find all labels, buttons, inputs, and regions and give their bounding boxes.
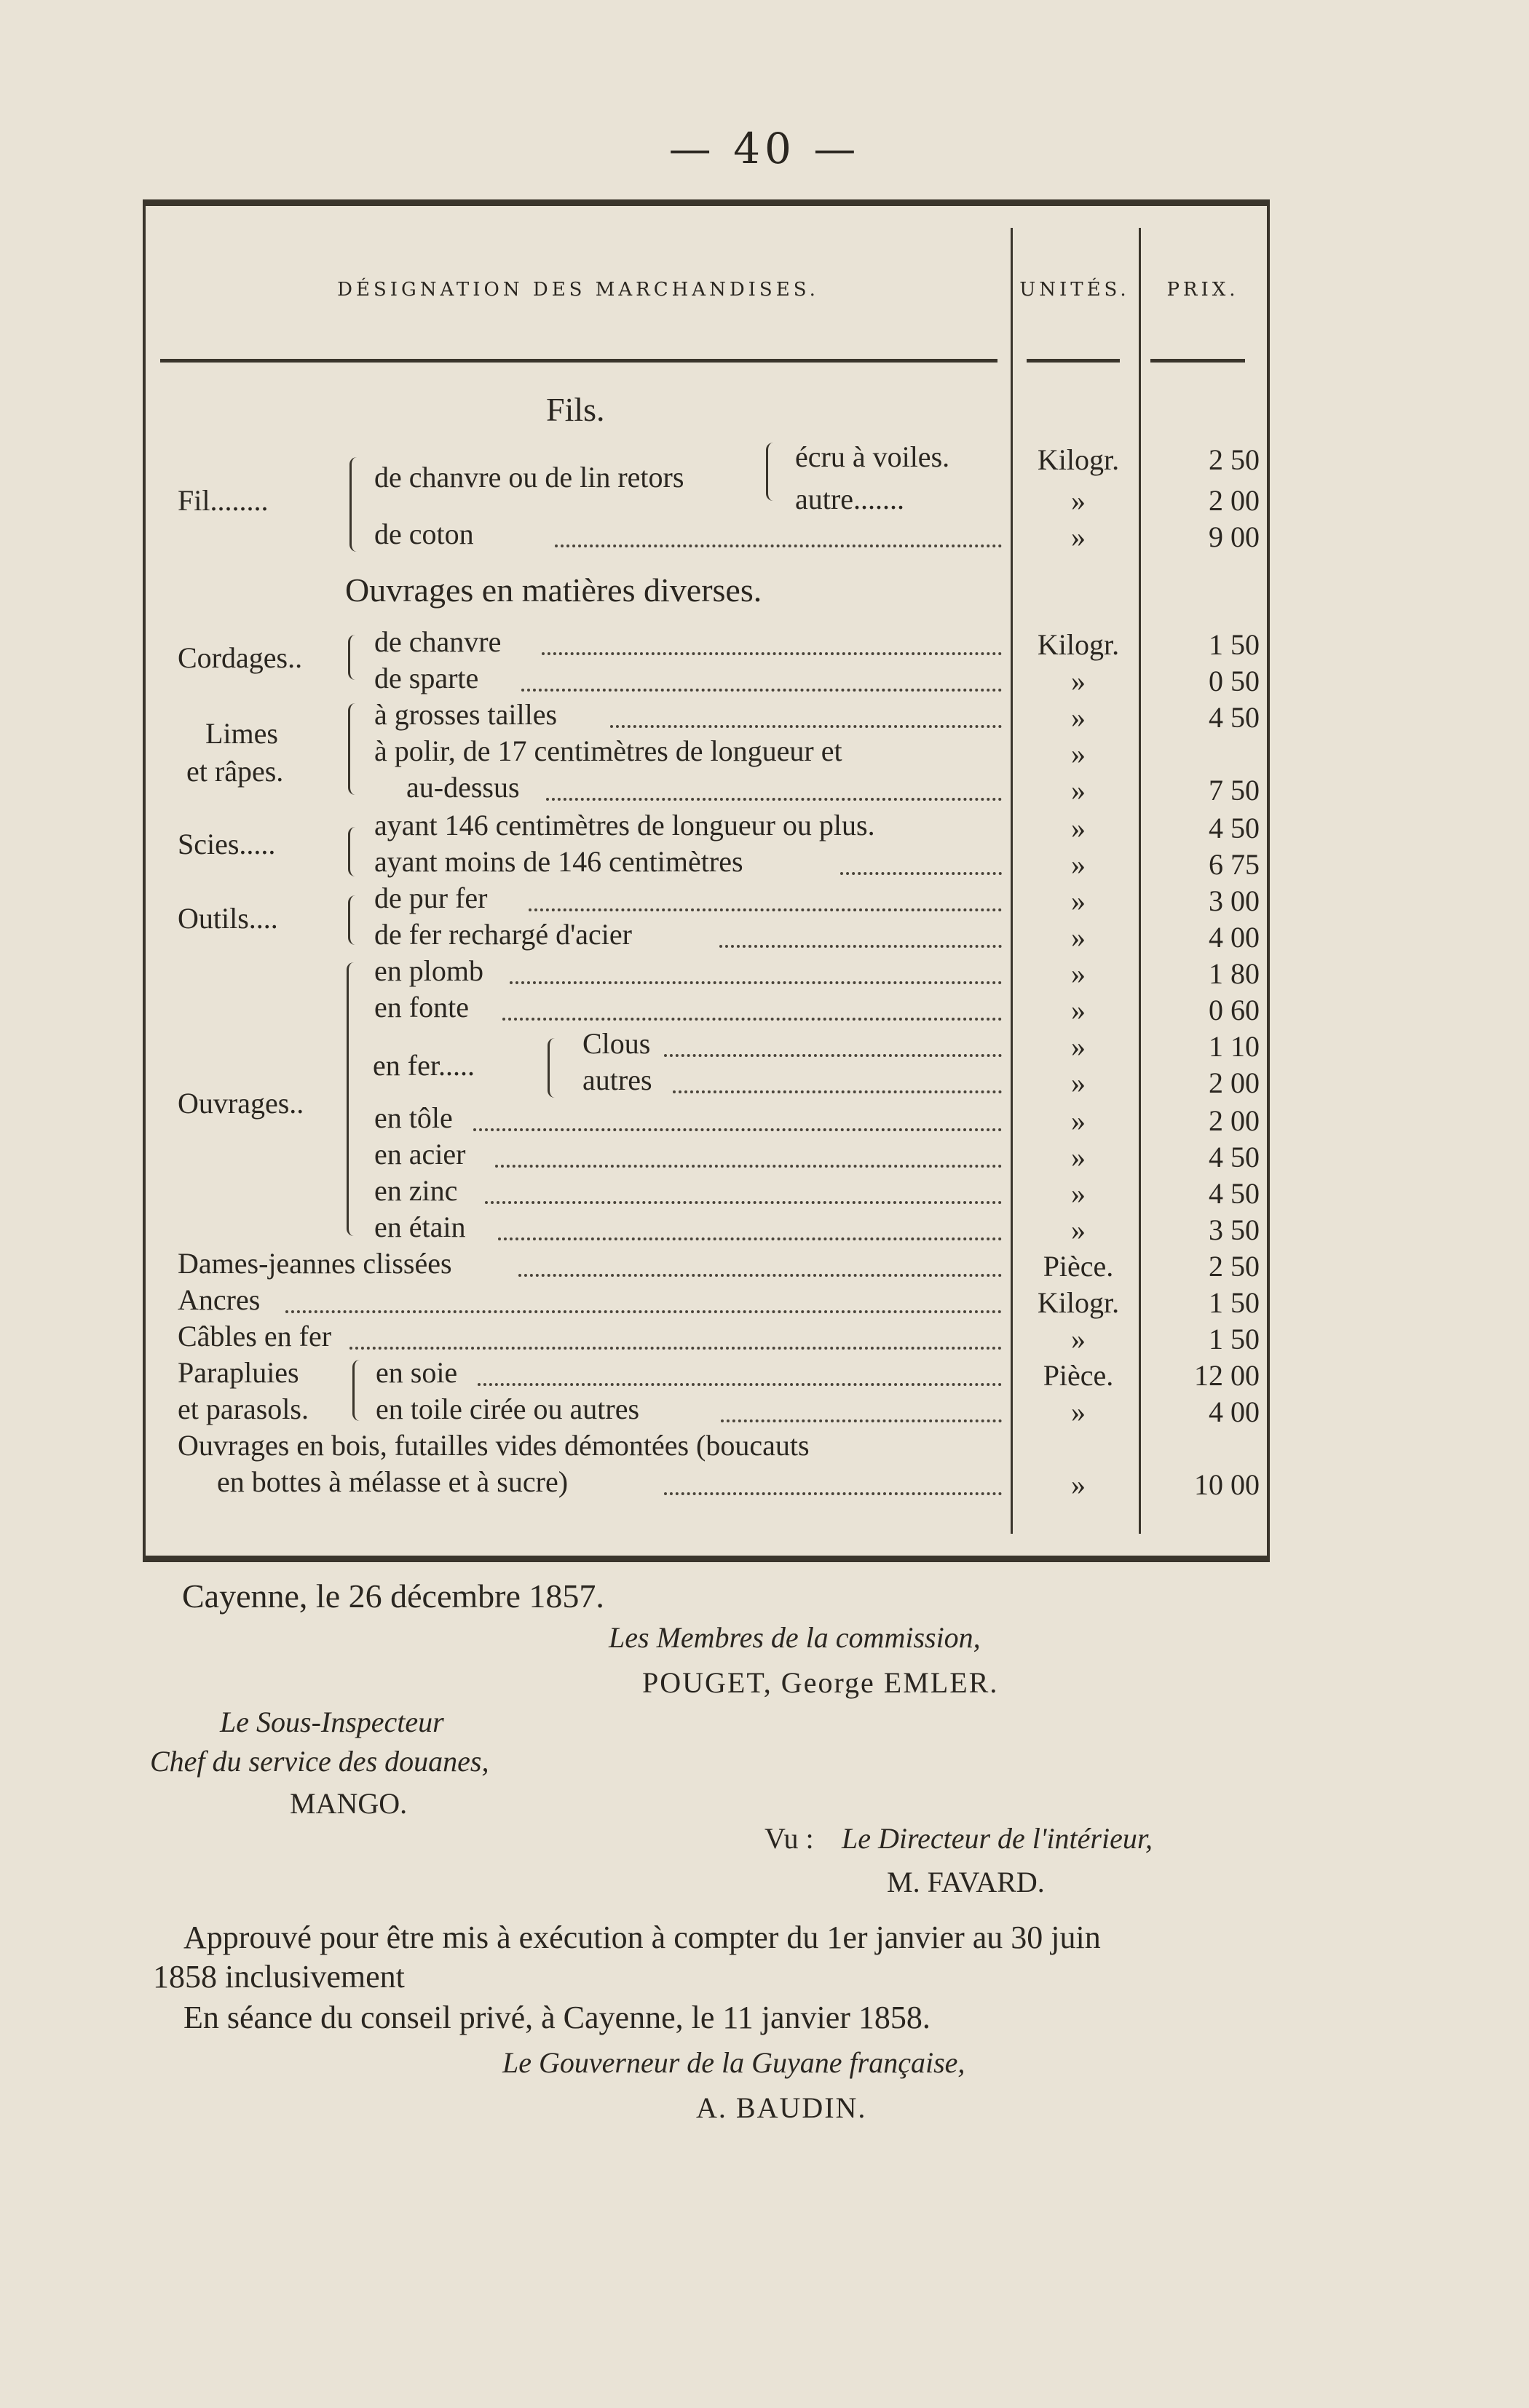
row-price: 1 10 [1209,1030,1260,1063]
row-label: ayant moins de 146 centimètres [374,845,743,878]
row-unit: » [1071,1141,1086,1173]
row-sublabel: autre....... [795,483,904,515]
commission-title: Les Membres de la commission, [609,1621,981,1654]
row-price: 3 00 [1209,884,1260,917]
row-unit: » [1071,1104,1086,1137]
approval-line-1: Approuvé pour être mis à exécution à compter du 1er janvier au 30 juin [183,1920,1101,1955]
inspector-title-2: Chef du service des douanes, [150,1745,489,1778]
group-label-en-fer: en fer..... [373,1049,475,1082]
row-unit: » [1071,884,1086,917]
commission-names: POUGET, George EMLER. [642,1666,999,1699]
dot-leader [510,981,1002,984]
row-price: 1 80 [1209,957,1260,990]
row-label: autres [582,1064,652,1096]
row-label: à polir, de 17 centimètres de longueur et [374,734,842,767]
inspector-name: MANGO. [290,1787,408,1820]
page-number: — 40 — [668,124,861,173]
header-rule [160,359,997,363]
row-price: 2 50 [1209,443,1260,476]
row-label: en fonte [374,991,469,1023]
row-unit: » [1071,1213,1086,1246]
brace-limes [348,703,359,795]
row-price: 12 00 [1194,1359,1260,1392]
row-price: 0 50 [1209,665,1260,697]
row-label: Clous [582,1027,651,1060]
row-price: 2 00 [1209,484,1260,517]
group-label-outils: Outils.... [178,902,278,935]
group-label-fil: Fil........ [178,484,269,517]
row-price: 9 00 [1209,520,1260,553]
place-date: Cayenne, le 26 décembre 1857. [182,1577,604,1615]
council-line: En séance du conseil privé, à Cayenne, le 11 janvier 1858. [183,2000,931,2035]
row-label: de chanvre ou de lin retors [374,461,684,494]
row-price: 4 00 [1209,1395,1260,1428]
director-title: Le Directeur de l'intérieur, [842,1822,1153,1855]
group-label-limes: Limes [205,717,278,750]
row-label: en zinc [374,1174,458,1207]
dot-leader [721,1419,1002,1422]
dot-leader [555,544,1002,547]
dot-leader [485,1201,1002,1204]
row-price: 10 00 [1194,1468,1260,1501]
row-label: en soie [376,1356,458,1389]
row-label: Ouvrages en bois, futailles vides démontées (boucauts [178,1429,810,1462]
row-unit: » [1071,848,1086,881]
row-label: en acier [374,1138,466,1171]
brace-fil [349,457,360,552]
row-price: 6 75 [1209,848,1260,881]
dot-leader [502,1018,1002,1021]
row-unit: » [1071,1177,1086,1210]
director-name: M. FAVARD. [887,1866,1045,1898]
row-label: de pur fer [374,882,488,914]
dot-leader [719,945,1002,948]
governor-name: A. BAUDIN. [696,2091,867,2124]
row-unit: » [1071,1323,1086,1355]
dot-leader [518,1274,1002,1277]
row-label: ayant 146 centimètres de longueur ou plus. [374,809,875,841]
group-label-parasols: et parasols. [178,1393,309,1425]
row-label: en bottes à mélasse et à sucre) [217,1465,569,1498]
group-label-rapes: et râpes. [186,755,284,788]
section-title-ouvrages: Ouvrages en matières diverses. [345,571,762,609]
brace-cordages [348,635,359,680]
dot-leader [478,1383,1002,1386]
row-label: Ancres [178,1283,261,1316]
row-price: 4 00 [1209,921,1260,954]
header-rule [1027,359,1120,363]
row-price: 1 50 [1209,628,1260,661]
row-label: au-dessus [406,771,520,804]
director-prefix: Vu : [764,1822,814,1855]
dot-leader [285,1310,1002,1313]
row-price: 7 50 [1209,774,1260,807]
dot-leader [495,1165,1002,1168]
row-label: en tôle [374,1101,453,1134]
row-label: en toile cirée ou autres [376,1393,640,1425]
row-unit: » [1071,1395,1086,1428]
row-label: de fer rechargé d'acier [374,918,632,951]
brace-parapluies [352,1360,363,1421]
dot-leader [529,908,1002,911]
row-price: 0 60 [1209,994,1260,1026]
row-price: 2 50 [1209,1250,1260,1283]
row-unit: Kilogr. [1037,628,1120,661]
row-label: Câbles en fer [178,1320,332,1352]
dot-leader [521,689,1002,692]
row-unit: Pièce. [1043,1250,1114,1283]
brace-retors [766,443,777,501]
row-price: 4 50 [1209,1141,1260,1173]
row-label: de coton [374,518,474,550]
row-unit: » [1071,812,1086,844]
row-unit: Kilogr. [1037,1286,1120,1319]
dot-leader [349,1347,1002,1350]
row-label: Dames-jeannes clissées [178,1247,452,1280]
group-label-parapluies: Parapluies [178,1356,299,1389]
dot-leader [664,1054,1002,1057]
row-unit: » [1071,1066,1086,1099]
row-price: 2 00 [1209,1104,1260,1137]
brace-en-fer [548,1038,558,1098]
dot-leader [610,725,1002,728]
brace-ouvrages [347,962,357,1236]
row-unit: » [1071,701,1086,734]
row-unit: Pièce. [1043,1359,1114,1392]
dot-leader [473,1128,1002,1131]
inspector-title-1: Le Sous-Inspecteur [220,1706,444,1738]
dot-leader [840,872,1002,875]
row-label: en plomb [374,954,483,987]
row-unit: » [1071,737,1086,770]
dot-leader [664,1492,1002,1495]
row-price: 1 50 [1209,1323,1260,1355]
row-unit: » [1071,1468,1086,1501]
row-label: en étain [374,1211,466,1243]
row-unit: » [1071,994,1086,1026]
brace-outils [348,895,359,945]
row-label: de sparte [374,662,479,694]
group-label-ouvrages: Ouvrages.. [178,1087,304,1120]
row-unit: » [1071,921,1086,954]
dot-leader [673,1090,1002,1093]
header-rule [1150,359,1245,363]
header-units: UNITÉS. [1019,279,1130,301]
row-price: 4 50 [1209,1177,1260,1210]
dot-leader [542,652,1002,655]
group-label-scies: Scies..... [178,828,276,860]
row-unit: » [1071,1030,1086,1063]
brace-scies [348,827,359,876]
row-unit: » [1071,957,1086,990]
row-price: 1 50 [1209,1286,1260,1319]
governor-title: Le Gouverneur de la Guyane française, [502,2046,965,2079]
row-unit: Kilogr. [1037,443,1120,476]
row-price: 2 00 [1209,1066,1260,1099]
approval-line-2: 1858 inclusivement [153,1959,405,1995]
group-label-cordages: Cordages.. [178,641,303,674]
row-unit: » [1071,774,1086,807]
column-divider [1011,228,1013,1534]
header-price: PRIX. [1166,279,1239,301]
dot-leader [546,798,1002,801]
dot-leader [498,1237,1002,1240]
row-price: 3 50 [1209,1213,1260,1246]
row-price: 4 50 [1209,812,1260,844]
row-unit: » [1071,665,1086,697]
row-price: 4 50 [1209,701,1260,734]
row-label: à grosses tailles [374,698,558,731]
section-title-fils: Fils. [546,391,605,428]
row-label: de chanvre [374,625,502,658]
header-designation: DÉSIGNATION DES MARCHANDISES. [337,279,819,301]
row-unit: » [1071,484,1086,517]
row-sublabel: écru à voiles. [795,440,950,473]
row-unit: » [1071,520,1086,553]
